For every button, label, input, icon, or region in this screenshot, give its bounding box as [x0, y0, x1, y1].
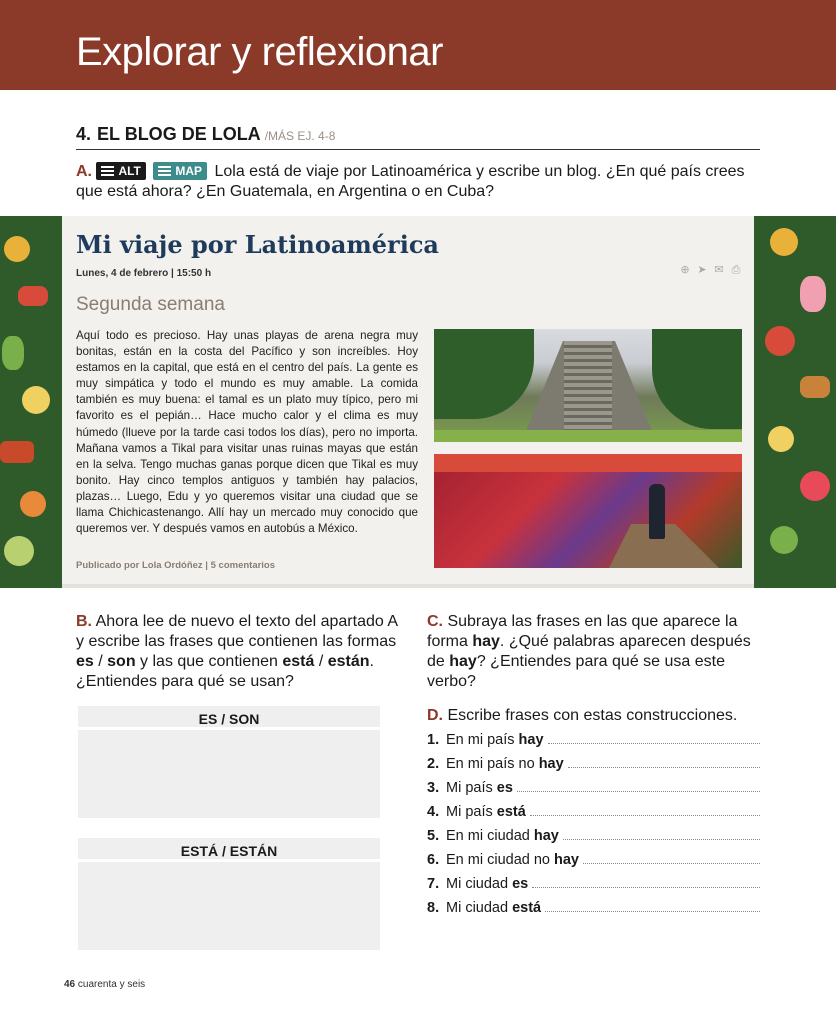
activity-d-letter: D.: [427, 707, 443, 724]
activity-c-text: . ¿Qué palabras aparecen después de: [427, 633, 751, 670]
maracas-doodle-icon: [22, 386, 50, 414]
blog-body: Aquí todo es precioso. Hay unas playas de arena negra muy bonitas, están en la costa del Pacífico y son increíbles. Hoy estamos en la capital, que está en el centro del país. La gente es muy simpática y todo el mundo es muy amable. La comida también es muy buena: el tamal es un plato muy típico, pero mi favorito es el pepián… Hace mucho calor y el clima es muy húmedo (llueve por la tarde casi todos los días), pero no importa. Mañana vamos a Tikal para visitar unas ruinas mayas que están en la selva. Tengo muchas ganas porque dicen que Tikal es muy bonito. Hay cinco templos antiguos y también hay palacios, plazas… Luego, Edu y yo queremos visitar una ciudad que se llama Chichicastenango. Allí hay un mercado muy conocido que queremos ver. Y después vamos en autobús a México.: [76, 329, 418, 536]
item-text: En mi ciudad: [446, 828, 530, 844]
jungle-trees-left: [434, 329, 534, 419]
leaf-doodle-icon: [770, 526, 798, 554]
item-prompt: [446, 804, 526, 820]
item-verb: hay: [533, 828, 559, 844]
activity-c-letter: C.: [427, 613, 443, 630]
market-photo: [434, 454, 742, 568]
item-number: 8.: [427, 900, 440, 916]
activity-b: [76, 612, 406, 692]
activity-b-separator: /: [93, 653, 108, 670]
market-awning: [434, 454, 742, 472]
blog-subtitle: Segunda semana: [76, 294, 225, 315]
guitar-doodle-icon: [800, 376, 830, 398]
activity-a-letter: A.: [76, 163, 92, 180]
form-estan: están: [327, 653, 370, 670]
item-prompt: [446, 756, 564, 772]
answer-line[interactable]: [548, 732, 760, 744]
item-prompt: [446, 780, 513, 796]
activity-b-separator: /: [314, 653, 328, 670]
activity-d-text: Escribe frases con estas construcciones.: [447, 707, 738, 724]
item-text: En mi ciudad no: [446, 852, 550, 868]
page-title: Explorar y reflexionar: [76, 30, 443, 74]
poncho-doodle-icon: [18, 286, 48, 306]
map-badge-button[interactable]: [153, 162, 207, 180]
item-prompt: [446, 852, 579, 868]
item-number: 7.: [427, 876, 440, 892]
item-text: Mi país: [446, 804, 493, 820]
activity-b-letter: B.: [76, 613, 92, 630]
item-verb: es: [496, 780, 513, 796]
item-text: En mi país: [446, 732, 515, 748]
flamingo-doodle-icon: [800, 276, 826, 312]
page-number: [64, 979, 145, 990]
activity-d-list: [427, 732, 760, 924]
menu-icon: [158, 166, 171, 176]
alt-badge-label: ALT: [118, 164, 141, 178]
alt-badge-button[interactable]: [96, 162, 145, 180]
activity-b-text: y las que contienen: [135, 653, 283, 670]
menu-icon: [101, 166, 114, 176]
blog-post: [62, 216, 754, 588]
item-prompt: [446, 732, 544, 748]
item-number: 3.: [427, 780, 440, 796]
header-band: [0, 0, 836, 90]
answer-line[interactable]: [583, 852, 760, 864]
item-number: 2.: [427, 756, 440, 772]
activity-a-text: Lola está de viaje por Latinoamérica y escribe un blog. ¿En qué país crees que está ahora? ¿En Guatemala, en Argentina o en Cuba?: [76, 163, 745, 200]
activity-c: [427, 612, 760, 692]
activity-c-text: ? ¿Entiendes para qué se usa este verbo?: [427, 653, 725, 690]
answer-line[interactable]: [545, 900, 760, 912]
form-hay: hay: [472, 633, 500, 650]
page-number-words: cuarenta y seis: [77, 979, 146, 990]
item-text: Mi ciudad: [446, 876, 509, 892]
cactus-doodle-icon: [2, 336, 24, 370]
grass: [434, 430, 742, 442]
share-icon[interactable]: ➤: [697, 264, 707, 276]
item-verb: es: [512, 876, 529, 892]
es-son-header: ES / SON: [78, 706, 380, 730]
list-item: [427, 852, 760, 876]
item-number: 4.: [427, 804, 440, 820]
blog-date: Lunes, 4 de febrero | 15:50 h: [76, 268, 212, 279]
section-label: EL BLOG DE LOLA: [97, 124, 261, 144]
list-item: [427, 828, 760, 852]
activity-d-intro: [427, 707, 737, 725]
blog-toolbar: [679, 264, 742, 276]
leaf-doodle-icon: [4, 536, 34, 566]
item-prompt: [446, 900, 541, 916]
pyramid-stairs: [564, 341, 612, 436]
print-icon[interactable]: ⎙: [731, 264, 741, 276]
item-number: 1.: [427, 732, 440, 748]
taco-doodle-icon: [20, 491, 46, 517]
answer-line[interactable]: [568, 756, 760, 768]
zoom-icon[interactable]: ⊕: [680, 264, 690, 276]
answer-line[interactable]: [532, 876, 760, 888]
form-hay: hay: [449, 653, 477, 670]
activity-b-text: Ahora lee de nuevo el texto del apartado A y escribe las frases que contienen las formas: [76, 613, 398, 650]
blog-footer: Publicado por Lola Ordóñez | 5 comentarios: [76, 560, 276, 571]
list-item: [427, 780, 760, 804]
list-item: [427, 732, 760, 756]
mail-icon[interactable]: ✉: [714, 264, 724, 276]
sun-doodle-icon: [4, 236, 30, 262]
cocktail-doodle-icon: [770, 228, 798, 256]
activity-b-text: . ¿Entiendes para qué se usan?: [76, 653, 374, 690]
guitar-doodle-icon: [0, 441, 34, 463]
es-son-table[interactable]: [78, 706, 380, 818]
item-verb: está: [496, 804, 526, 820]
item-verb: hay: [554, 852, 580, 868]
section-reference: /MÁS EJ. 4-8: [264, 129, 336, 143]
answer-line[interactable]: [517, 780, 760, 792]
item-verb: hay: [538, 756, 564, 772]
form-son: son: [107, 653, 136, 670]
mask-doodle-icon: [765, 326, 795, 356]
activity-a: [76, 162, 760, 202]
map-badge-label: MAP: [175, 164, 203, 178]
list-item: [427, 804, 760, 828]
section-number: 4.: [76, 124, 92, 144]
list-item: [427, 756, 760, 780]
blog-title: Mi viaje por Latinoamérica: [76, 230, 439, 259]
poncho-doodle-icon: [800, 471, 830, 501]
esta-estan-table[interactable]: [78, 838, 380, 950]
item-number: 5.: [427, 828, 440, 844]
form-esta: está: [282, 653, 315, 670]
esta-estan-header: ESTÁ / ESTÁN: [78, 838, 380, 862]
item-prompt: [446, 828, 559, 844]
mayan-pyramid-photo: [434, 329, 742, 442]
form-es: es: [76, 653, 94, 670]
activity-c-text: Subraya las frases en las que aparece la forma: [427, 613, 738, 650]
sun-doodle-icon: [768, 426, 794, 452]
page-number-digits: 46: [64, 979, 76, 990]
item-number: 6.: [427, 852, 440, 868]
section-heading: [76, 124, 760, 150]
list-item: [427, 900, 760, 924]
jungle-trees-right: [652, 329, 742, 429]
answer-line[interactable]: [563, 828, 760, 840]
answer-line[interactable]: [530, 804, 760, 816]
item-text: Mi país: [446, 780, 493, 796]
walking-person: [649, 484, 665, 539]
item-verb: está: [512, 900, 542, 916]
item-text: En mi país no: [446, 756, 535, 772]
item-verb: hay: [518, 732, 544, 748]
list-item: [427, 876, 760, 900]
item-prompt: [446, 876, 528, 892]
item-text: Mi ciudad: [446, 900, 509, 916]
